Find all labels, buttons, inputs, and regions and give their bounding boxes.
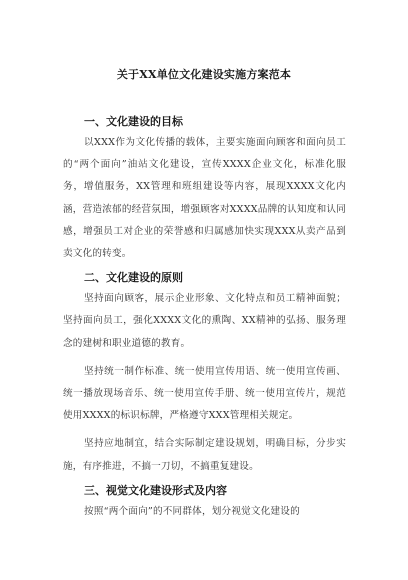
paragraph-visual-culture: 按照“两个面向”的不同群体，划分视觉文化建设的 [84, 505, 300, 517]
paragraph-principles-2: 坚持统一制作标准、统一使用宣传用语、统一使用宣传画、统一播放现场音乐、统一使用宣传手册、统一使用宣传片，规范使用XXXX的标识标牌，严格遵守XXX管理相关规定。 [63, 365, 346, 422]
section-heading-goals: 一、文化建设的目标 [84, 115, 183, 128]
document-body [63, 112, 346, 523]
paragraph-goals: 以XXX作为文化传播的载体，主要实施面向顾客和面向员工的“两个面向”油站文化建设，宣传XXXX企业文化，标准化服务，增值服务，XX管理和班组建设等内容，展现XXXX文化内涵，营造浓郁的经营氛围，增强顾客对XXXX品牌的认知度和认同感，增强员工对企业的荣誉感和归属感加快实现XXX从卖产品到卖文化的转变。 [63, 137, 346, 260]
paragraph-principles-3: 坚持应地制宜，结合实际制定建设规划，明确目标，分步实施，有序推进，不搞一刀切，不搞重复建设。 [63, 438, 346, 472]
document-title: 关于XX单位文化建设实施方案范本 [116, 68, 292, 81]
section-heading-visual-culture: 三、视觉文化建设形式及内容 [84, 483, 227, 497]
section-heading-principles: 二、文化建设的原则 [84, 271, 183, 285]
paragraph-principles-1: 坚持面向顾客，展示企业形象、文化特点和员工精神面貌；坚持面向员工，强化XXXX文化的熏陶、XX精神的弘扬、服务理念的建树和职业道德的教育。 [63, 293, 346, 349]
